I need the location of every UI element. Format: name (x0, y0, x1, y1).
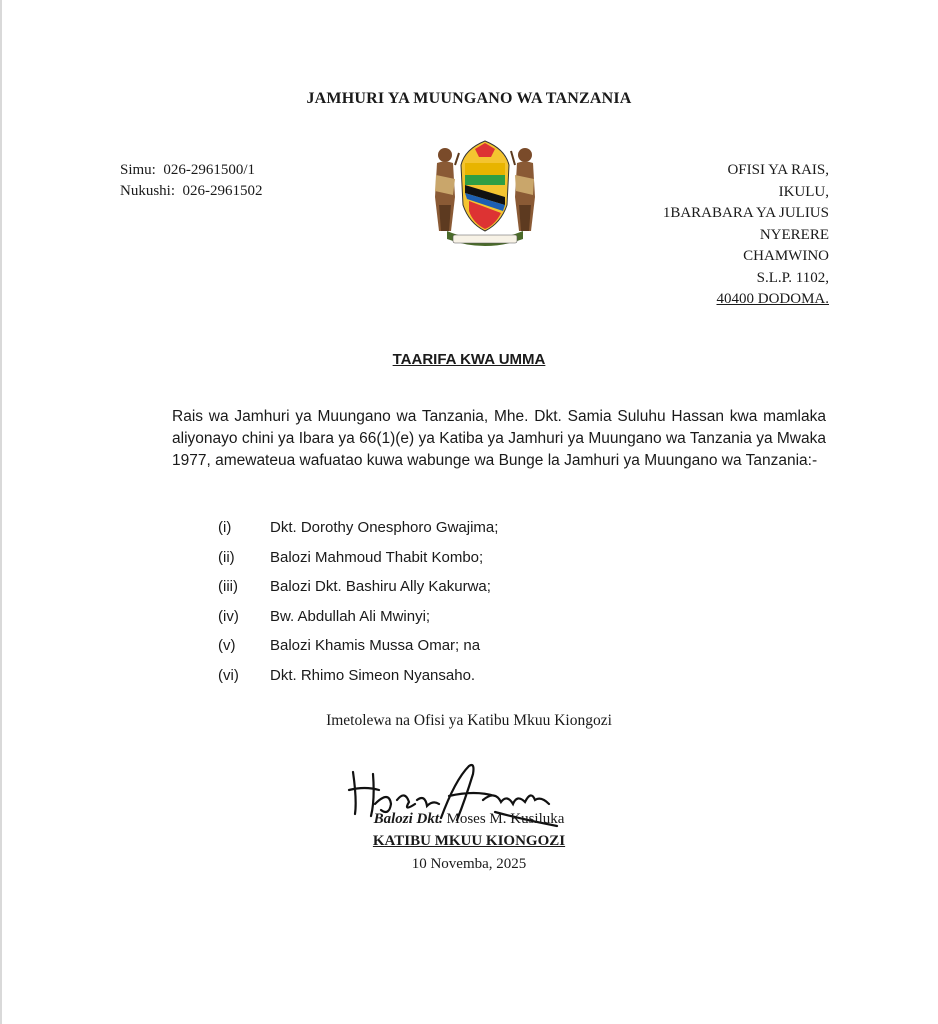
coat-of-arms-icon (425, 135, 545, 250)
appointee-name: Balozi Khamis Mussa Omar; na (270, 637, 481, 655)
list-item (218, 519, 498, 549)
list-item (218, 578, 498, 608)
signer-name: Moses M. Kusiluka (446, 811, 565, 827)
list-number: (vi) (218, 666, 239, 684)
list-number: (i) (218, 519, 232, 536)
appointee-name: Bw. Abdullah Ali Mwinyi; (270, 607, 431, 625)
signer-title: KATIBU MKUU KIONGOZI (372, 833, 566, 849)
address-line: OFISI YA RAIS, (727, 162, 829, 178)
appointee-list (218, 519, 498, 697)
office-address (663, 160, 829, 311)
appointee-name: Dkt. Dorothy Onesphoro Gwajima; (270, 519, 499, 536)
appointee-name: Dkt. Rhimo Simeon Nyansaho. (270, 666, 476, 684)
appointee-name: Balozi Dkt. Bashiru Ally Kakurwa; (270, 578, 491, 596)
address-line: IKULU, (778, 183, 829, 200)
list-item (218, 608, 498, 638)
address-line: NYERERE (759, 226, 829, 243)
notice-date: 10 Novemba, 2025 (411, 856, 527, 872)
issued-by-line: Imetolewa na Ofisi ya Katibu Mkuu Kiongozi (326, 712, 612, 729)
notice-paragraph: Rais wa Jamhuri ya Muungano wa Tanzania, Mhe. Dkt. Samia Suluhu Hassan kwa mamlaka aliyonayo chini ya Ibara ya 66(1)(e) ya Katiba ya Jamhuri ya Muungano wa Tanzania ya Mwaka 1977, amewateua wafuatao kuwa wabunge wa Bunge la Jamhuri ya Muungano wa Tanzania:- (172, 408, 826, 469)
notice-title: TAARIFA KWA UMMA (392, 351, 546, 368)
contact-block (120, 160, 263, 202)
phone-number: 026-2961500/1 (163, 162, 256, 178)
address-line: 40400 DODOMA. (716, 291, 829, 307)
phone-label: Simu: (120, 162, 156, 178)
list-number: (v) (218, 637, 236, 655)
fax-label: Nukushi: (120, 183, 176, 199)
address-line: 1BARABARA YA JULIUS (662, 205, 829, 221)
list-item (218, 549, 498, 579)
list-number: (iv) (218, 607, 239, 625)
list-number: (iii) (218, 578, 238, 596)
list-number: (ii) (218, 548, 235, 566)
republic-heading: JAMHURI YA MUUNGANO WA TANZANIA (306, 90, 632, 107)
appointee-name: Balozi Mahmoud Thabit Kombo; (270, 548, 484, 566)
signer-name-line (0, 811, 938, 828)
list-item (218, 637, 498, 667)
address-line: CHAMWINO (743, 248, 829, 264)
signer-honorific: Balozi Dkt. (373, 811, 443, 827)
list-item (218, 667, 498, 697)
fax-line (120, 181, 263, 202)
fax-number: 026-2961502 (182, 183, 263, 199)
address-line: S.L.P. 1102, (756, 269, 829, 286)
phone-line (120, 160, 263, 181)
